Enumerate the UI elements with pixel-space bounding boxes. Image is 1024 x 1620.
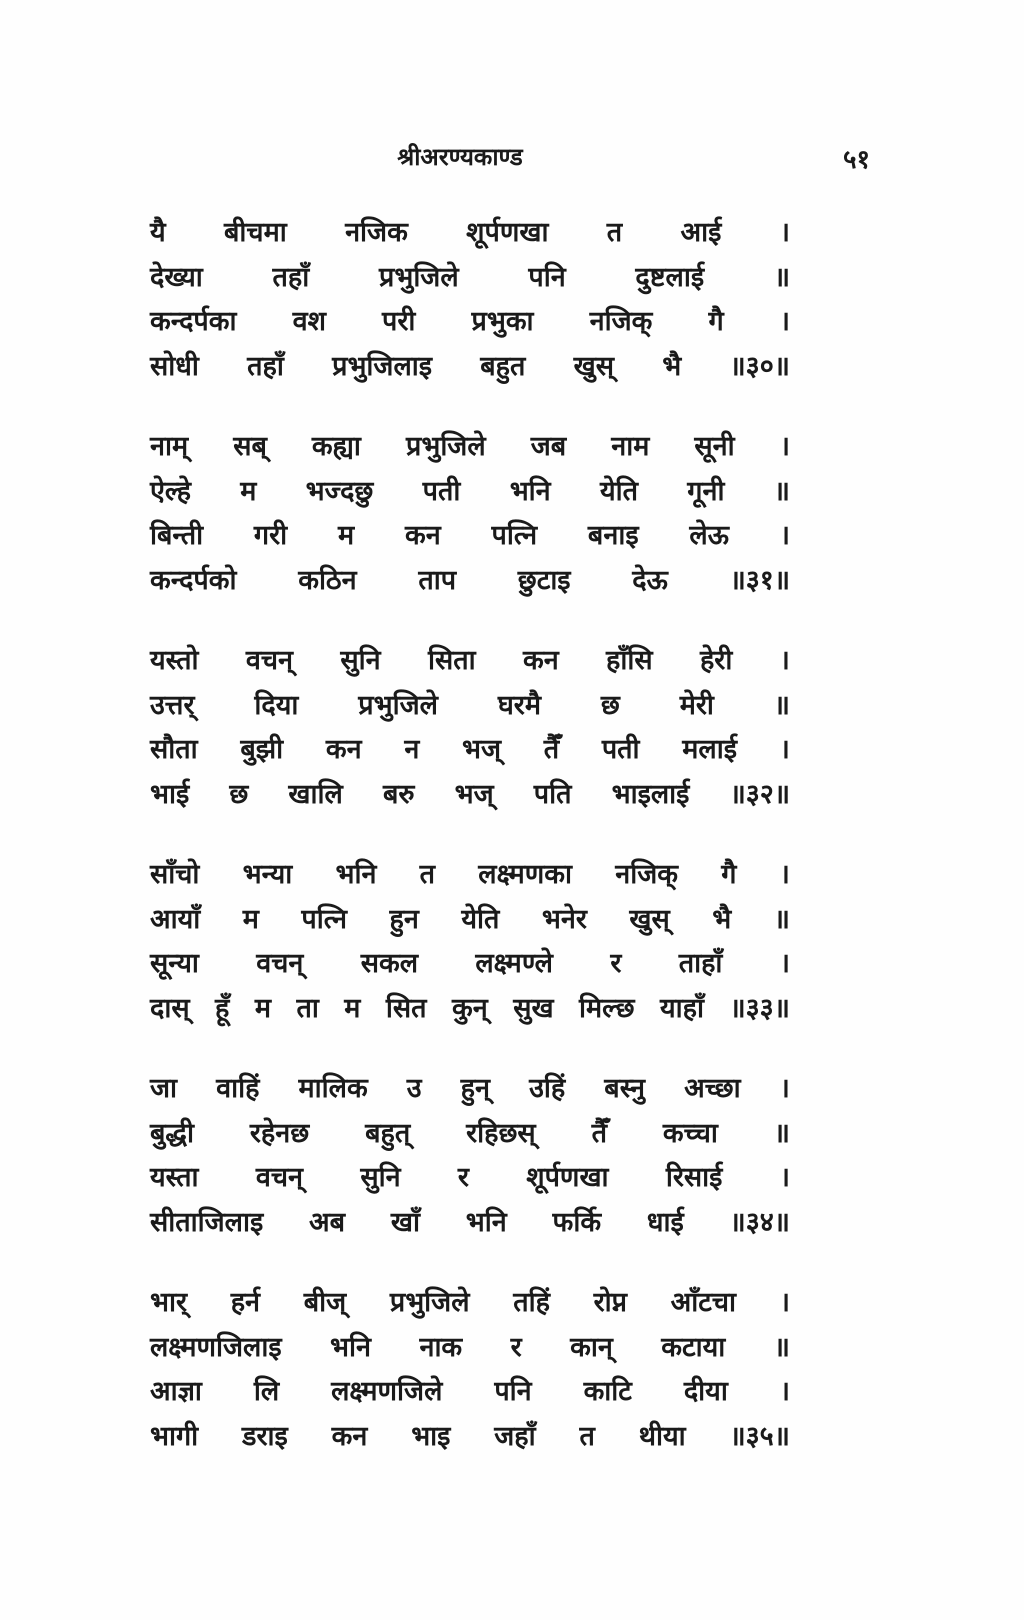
verse-word: ॥ — [773, 1331, 790, 1363]
verse-word: पती — [422, 475, 461, 507]
verse-word: कान् — [570, 1331, 613, 1363]
verse-word: सित — [385, 992, 427, 1024]
verse-word: यस्तो — [150, 645, 199, 676]
verse-word: खालि — [288, 778, 343, 810]
verse-word: उ — [406, 1073, 422, 1104]
verse-word: दुष्टलाई — [635, 261, 705, 293]
verse-word: ॥३०॥ — [729, 350, 790, 382]
verse-word: आज्ञा — [150, 1376, 202, 1407]
verse-word: ॥ — [773, 903, 790, 935]
verse-word: यै — [150, 217, 166, 248]
verse-line — [150, 515, 790, 560]
verse-word: ता — [296, 992, 319, 1024]
verse-word: घरमै — [497, 689, 541, 721]
verse-word: प्रभुजिले — [358, 689, 438, 721]
verse-word: वचन् — [245, 645, 294, 676]
stanza — [150, 1068, 790, 1246]
verse-word: भनि — [465, 1206, 507, 1238]
verse-line — [150, 426, 790, 471]
verse-word: छ — [600, 689, 620, 721]
verse-word: येति — [599, 475, 638, 507]
verse-word: हूँ — [215, 992, 230, 1024]
verse-word: भज् — [454, 778, 494, 810]
verse-word: गै — [721, 859, 737, 890]
verse-word: बहुत् — [365, 1117, 411, 1149]
verse-line — [150, 1416, 790, 1461]
verse-word: देख्या — [150, 261, 203, 293]
verse-word: कन — [325, 734, 362, 765]
verse-word: न — [404, 734, 420, 765]
verse-word: ॥ — [773, 689, 790, 721]
verse-word: अच्छा — [684, 1073, 741, 1104]
verse-word: खुस् — [573, 350, 615, 382]
verse-word: सब् — [233, 431, 267, 462]
verse-word: कह्या — [311, 431, 361, 462]
verse-word: बिन्ती — [150, 520, 204, 551]
verse-word: तहिं — [513, 1287, 550, 1318]
verse-word: ॥ — [773, 1117, 790, 1149]
verse-word: ॥३२॥ — [729, 778, 790, 810]
verse-line — [150, 1202, 790, 1247]
verse-word: प्रभुजिले — [405, 431, 486, 462]
verse-word: भनि — [330, 1331, 371, 1363]
verse-word: त — [579, 1420, 595, 1452]
verse-line — [150, 640, 790, 685]
verse-word: देऊ — [632, 564, 668, 596]
verse-word: भनि — [509, 475, 551, 507]
verse-word: रहेनछ — [249, 1117, 310, 1149]
verse-word: ॥३५॥ — [729, 1420, 790, 1452]
verse-word: मेरी — [679, 689, 714, 721]
verse-line — [150, 471, 790, 516]
verse-word: नजिक् — [615, 859, 678, 890]
verse-word: शूर्पणखा — [466, 217, 549, 248]
verse-word: । — [779, 1162, 790, 1193]
verse-word: पनि — [528, 261, 566, 293]
verse-line — [150, 729, 790, 774]
verse-line — [150, 257, 790, 302]
verse-word: । — [779, 306, 790, 337]
verse-word: डराइ — [242, 1420, 288, 1452]
verse-word: गूनी — [687, 475, 725, 507]
verse-word: प्रभुजिलाइ — [332, 350, 433, 382]
verse-word: बीचमा — [224, 217, 287, 248]
verse-word: कन्दर्पका — [150, 306, 237, 337]
verse-word: नजिक — [345, 217, 408, 248]
verse-word: । — [779, 859, 790, 890]
verse-line — [150, 943, 790, 988]
verse-word: फर्कि — [552, 1206, 602, 1238]
verse-word: जा — [150, 1073, 178, 1104]
verse-word: दीया — [683, 1376, 728, 1407]
verse-word: भज् — [462, 734, 502, 765]
verse-word: भार् — [150, 1287, 188, 1318]
verse-word: हुन् — [460, 1073, 490, 1104]
verse-word: सूनी — [694, 431, 735, 462]
verse-word: कटाया — [661, 1331, 726, 1363]
verse-word: । — [779, 948, 790, 979]
verse-word: । — [779, 431, 790, 462]
verse-line — [150, 685, 790, 730]
verse-line — [150, 1113, 790, 1158]
verse-word: नाम् — [150, 431, 189, 462]
verse-word: लेऊ — [689, 520, 729, 551]
verse-word: परी — [382, 306, 416, 337]
verse-word: मलाई — [682, 734, 737, 765]
verse-word: म — [240, 475, 257, 507]
verse-word: ॥ — [773, 475, 790, 507]
verse-word: गरी — [253, 520, 288, 551]
verse-word: हर्न — [230, 1287, 261, 1318]
verse-line — [150, 1157, 790, 1202]
verse-word: प्रभुजिले — [378, 261, 459, 293]
verse-word: । — [779, 1073, 790, 1104]
verse-line — [150, 854, 790, 899]
running-head: श्रीअरण्यकाण्ड — [397, 142, 523, 171]
verse-word: र — [610, 948, 622, 979]
verse-word: ऐल्हे — [150, 475, 191, 507]
verse-word: । — [779, 734, 790, 765]
verse-word: प्रभुजिले — [389, 1287, 470, 1318]
verse-word: छ — [229, 778, 249, 810]
verse-word: म — [344, 992, 361, 1024]
verse-word: भै — [712, 903, 732, 935]
verse-word: ॥ — [773, 261, 790, 293]
verse-word: शूर्पणखा — [526, 1162, 609, 1193]
verse-word: कच्चा — [662, 1117, 718, 1149]
verse-word: म — [242, 903, 259, 935]
verse-word: कन — [331, 1420, 368, 1452]
verse-word: पति — [533, 778, 572, 810]
verse-word: भागी — [150, 1420, 199, 1452]
verse-line — [150, 301, 790, 346]
verse-word: वचन् — [256, 948, 304, 979]
verse-word: हुन — [389, 903, 419, 935]
verse-word: कन — [404, 520, 441, 551]
verse-word: हेरी — [699, 645, 733, 676]
verse-word: बरु — [382, 778, 415, 810]
verse-word: र — [510, 1331, 522, 1363]
verse-word: बस्नु — [604, 1073, 646, 1104]
stanza — [150, 426, 790, 604]
verse-word: आई — [680, 217, 722, 248]
verse-word: खाँ — [390, 1206, 420, 1238]
verse-word: यस्ता — [150, 1162, 199, 1193]
verse-word: । — [779, 1287, 790, 1318]
verse-word: लक्ष्मणका — [478, 859, 573, 890]
verse-word: बुझी — [240, 734, 284, 765]
verse-word: त — [606, 217, 623, 248]
verse-word: थीया — [638, 1420, 686, 1452]
verse-line — [150, 774, 790, 819]
verse-word: सीताजिलाइ — [150, 1206, 264, 1238]
verse-word: बीज् — [303, 1287, 347, 1318]
verse-word: सिता — [427, 645, 476, 676]
verse-word: रिसाई — [665, 1162, 723, 1193]
verse-line — [150, 1327, 790, 1372]
verse-word: याहाँ — [660, 992, 704, 1024]
verse-word: सकल — [360, 948, 419, 979]
verse-word: । — [779, 217, 790, 248]
verse-word: हाँसि — [606, 645, 653, 676]
verse-line — [150, 212, 790, 257]
verse-word: सुनि — [360, 1162, 401, 1193]
verse-word: मालिक — [298, 1073, 368, 1104]
verse-word: वाहिं — [216, 1073, 260, 1104]
verse-word: र — [457, 1162, 469, 1193]
verse-word: दास् — [150, 992, 190, 1024]
verse-word: ताहाँ — [678, 948, 723, 979]
verse-word: लक्ष्मणजिले — [331, 1376, 443, 1407]
verse-word: कन — [522, 645, 559, 676]
verse-word: पनि — [494, 1376, 532, 1407]
verse-word: म — [337, 520, 355, 551]
verse-word: वचन् — [255, 1162, 304, 1193]
verse-word: तैँ — [591, 1117, 607, 1149]
verse-word: म — [254, 992, 271, 1024]
page-number: ५१ — [842, 145, 870, 175]
verse-word: काटि — [583, 1376, 632, 1407]
verse-word: तहाँ — [247, 350, 284, 382]
verse-word: रोप्न — [593, 1287, 627, 1318]
verse-word: कन्दर्पको — [150, 564, 237, 596]
verse-word: । — [779, 1376, 790, 1407]
verse-word: त — [419, 859, 436, 890]
verse-word: सुनि — [340, 645, 381, 676]
verse-word: आयाँ — [150, 903, 201, 935]
verse-word: कुन् — [452, 992, 488, 1024]
verse-word: पती — [601, 734, 640, 765]
verse-word: नजिक् — [589, 306, 653, 337]
verse-word: पत्नि — [491, 520, 538, 551]
verse-word: नाम — [611, 431, 650, 462]
verse-word: आँटचा — [670, 1287, 737, 1318]
verse-word: मिल्छ — [578, 992, 635, 1024]
verse-block — [150, 212, 790, 1496]
verse-word: रहिछस् — [466, 1117, 536, 1149]
verse-word: धाई — [646, 1206, 684, 1238]
verse-word: जब — [530, 431, 567, 462]
verse-word: जहाँ — [494, 1420, 536, 1452]
verse-word: । — [779, 645, 790, 676]
verse-word: ॥३३॥ — [729, 992, 790, 1024]
verse-word: तैँ — [543, 734, 560, 765]
verse-word: ताप — [418, 564, 457, 596]
verse-word: भज्दछु — [305, 475, 374, 507]
verse-line — [150, 988, 790, 1033]
verse-word: सून्या — [150, 948, 199, 979]
verse-line — [150, 899, 790, 944]
verse-word: भाई — [150, 778, 190, 810]
verse-word: कठिन — [298, 564, 357, 596]
verse-word: भन्या — [242, 859, 293, 890]
verse-word: लि — [253, 1376, 280, 1407]
verse-word: भनेर — [541, 903, 587, 935]
verse-word: बहुत — [480, 350, 526, 382]
verse-line — [150, 1371, 790, 1416]
verse-word: वश — [292, 306, 326, 337]
verse-word: तहाँ — [272, 261, 310, 293]
stanza — [150, 212, 790, 390]
verse-word: सोधी — [150, 350, 199, 382]
verse-word: लक्ष्मण्ले — [475, 948, 553, 979]
verse-word: सुख — [513, 992, 554, 1024]
verse-word: उत्तर् — [150, 689, 195, 721]
verse-word: ॥३४॥ — [729, 1206, 790, 1238]
stanza — [150, 1282, 790, 1460]
verse-word: बुद्धी — [150, 1117, 194, 1149]
verse-word: सौता — [150, 734, 198, 765]
verse-word: भाइ — [411, 1420, 451, 1452]
verse-word: नाक — [419, 1331, 463, 1363]
verse-word: भनि — [335, 859, 377, 890]
verse-word: भै — [662, 350, 682, 382]
verse-word: पत्नि — [301, 903, 348, 935]
verse-word: । — [779, 520, 790, 551]
verse-word: लक्ष्मणजिलाइ — [150, 1331, 282, 1363]
verse-word: छुटाइ — [517, 564, 571, 596]
verse-word: खुस् — [629, 903, 670, 935]
verse-word: येति — [461, 903, 500, 935]
verse-line — [150, 346, 790, 391]
stanza — [150, 640, 790, 818]
verse-line — [150, 560, 790, 605]
verse-word: दिया — [254, 689, 299, 721]
verse-word: अब — [309, 1206, 346, 1238]
verse-word: बनाइ — [587, 520, 639, 551]
stanza — [150, 854, 790, 1032]
verse-word: उहिं — [529, 1073, 566, 1104]
verse-word: साँचो — [150, 859, 200, 890]
verse-word: भाइलाई — [611, 778, 690, 810]
verse-word: प्रभुका — [471, 306, 534, 337]
verse-line — [150, 1282, 790, 1327]
verse-word: गै — [708, 306, 724, 337]
verse-line — [150, 1068, 790, 1113]
verse-word: ॥३१॥ — [729, 564, 790, 596]
